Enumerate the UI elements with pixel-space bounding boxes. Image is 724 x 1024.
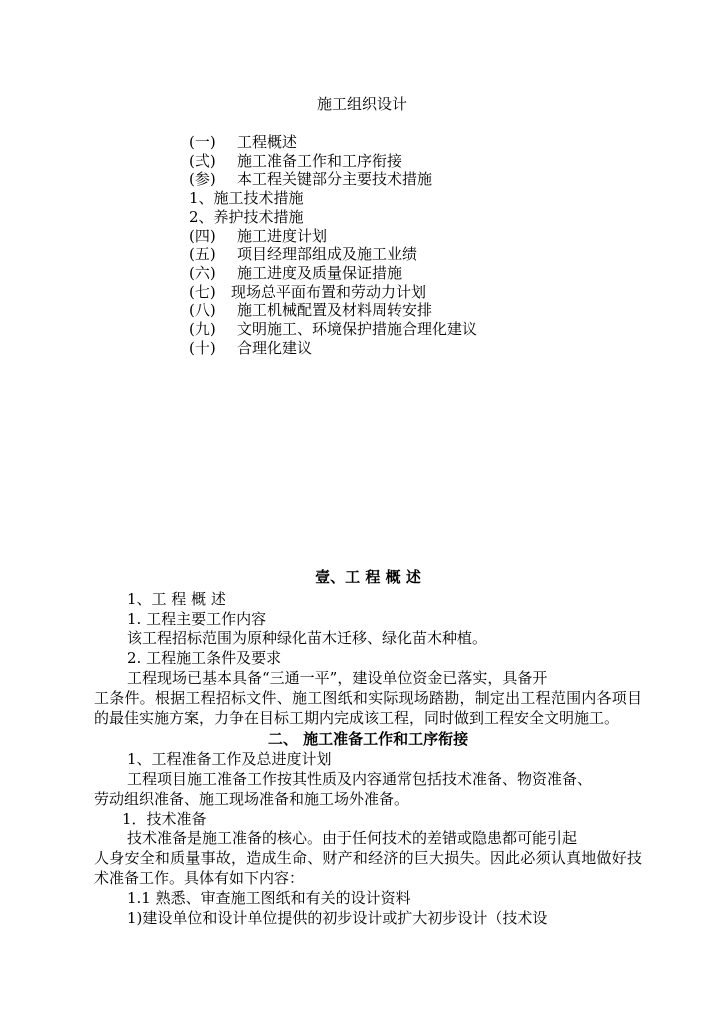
list-item: 1)建设单位和设计单位提供的初步设计或扩大初步设计（技术设 xyxy=(127,908,548,927)
toc-item xyxy=(189,152,477,171)
toc-text: 施工进度及质量保证措施 xyxy=(237,263,403,282)
document-body xyxy=(94,568,642,928)
toc-text: 养护技术措施 xyxy=(213,207,304,226)
toc-text: 施工准备工作和工序衔接 xyxy=(237,151,403,170)
toc-item xyxy=(189,227,477,246)
toc-number: 1、 xyxy=(189,189,214,208)
list-item: 1. 工程主要工作内容 xyxy=(127,609,267,628)
toc-item xyxy=(189,208,477,227)
paragraph-first-line: 工程项目施工准备工作按其性质及内容通常包括技术准备、物资准备、 xyxy=(127,769,593,788)
toc-number: (一) xyxy=(189,133,216,151)
toc-item xyxy=(189,301,477,320)
toc-text: 施工机械配置及材料周转安排 xyxy=(237,301,433,320)
table-of-contents xyxy=(189,133,477,357)
toc-number: (四) xyxy=(189,226,216,245)
paragraph: 人身安全和质量事故，造成生命、财产和经济的巨大损失。因此必须认真地做好技术准备工作。具体有如下内容： xyxy=(94,849,642,887)
subsection-heading: 1、工程准备工作及总进度计划 xyxy=(127,750,332,769)
paragraph: 劳动组织准备、施工现场准备和施工场外准备。 xyxy=(94,789,410,808)
toc-number: (五) xyxy=(189,245,216,264)
paragraph: 该工程招标范围为原种绿化苗木迁移、绿化苗木种植。 xyxy=(127,629,488,648)
section-heading: 壹、工 程 概 述 xyxy=(315,568,421,586)
toc-item xyxy=(189,320,477,339)
document-title: 施工组织设计 xyxy=(316,95,407,113)
paragraph: 工条件。根据工程招标文件、施工图纸和实际现场踏勘，制定出工程范围内各项目的最佳实施方案，力争在目标工期内完成该工程，同时做到工程安全文明施工。 xyxy=(94,688,642,727)
toc-item xyxy=(189,283,477,302)
toc-text: 项目经理部组成及施工业绩 xyxy=(237,245,418,264)
toc-number: (弍) xyxy=(189,151,216,170)
toc-item xyxy=(189,264,477,283)
toc-text: 文明施工、环境保护措施合理化建议 xyxy=(237,320,478,339)
subsection-heading: 1、工 程 概 述 xyxy=(127,589,226,608)
toc-item xyxy=(189,170,477,189)
toc-item xyxy=(189,133,477,152)
toc-text: 合理化建议 xyxy=(237,338,313,357)
toc-text: 施工进度计划 xyxy=(237,226,328,245)
toc-text: 工程概述 xyxy=(237,133,298,151)
list-item: 1．技术准备 xyxy=(122,809,207,828)
toc-number: (六) xyxy=(189,263,216,282)
toc-number: 2、 xyxy=(189,207,214,226)
toc-number: (参) xyxy=(189,170,216,189)
toc-item xyxy=(189,245,477,264)
toc-text: 本工程关键部分主要技术措施 xyxy=(237,170,433,189)
toc-number: (十) xyxy=(189,338,216,357)
toc-text: 施工技术措施 xyxy=(213,189,304,208)
toc-text: 现场总平面布置和劳动力计划 xyxy=(231,282,427,301)
list-item: 1.1 熟悉、审查施工图纸和有关的设计资料 xyxy=(127,888,411,907)
paragraph-first-line: 工程现场已基本具备“三通一平”，建设单位资金已落实，具备开 xyxy=(127,668,548,687)
section-heading: 二、 施工准备工作和工序衔接 xyxy=(267,730,469,749)
list-item: 2. 工程施工条件及要求 xyxy=(127,649,282,668)
toc-number: (八) xyxy=(189,301,216,320)
toc-number: (九) xyxy=(189,320,216,339)
toc-number: (七) xyxy=(189,282,216,301)
toc-item xyxy=(189,189,477,208)
toc-item xyxy=(189,339,477,358)
paragraph-first-line: 技术准备是施工准备的核心。由于任何技术的差错或隐患都可能引起 xyxy=(127,829,578,848)
